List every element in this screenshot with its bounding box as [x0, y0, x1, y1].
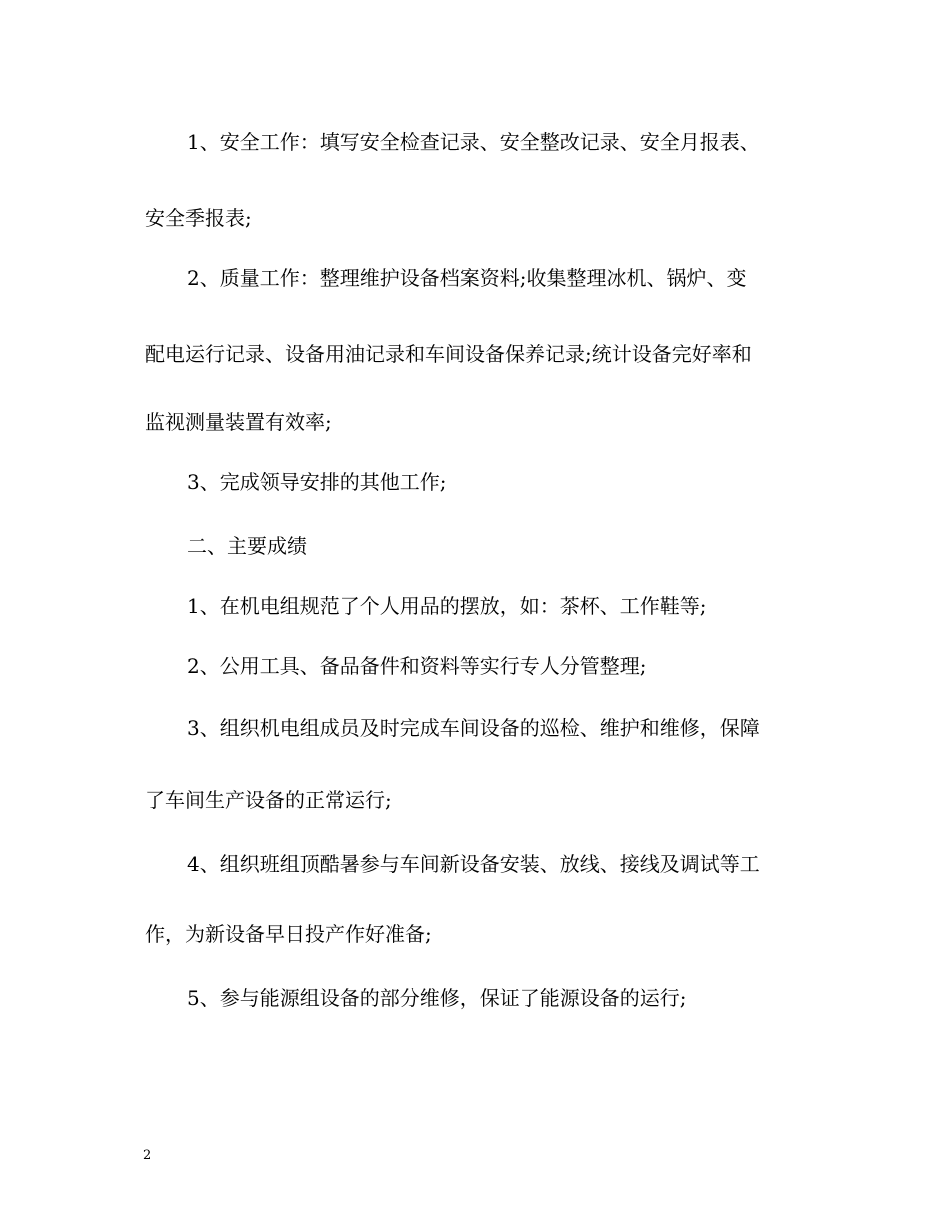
text-line: 4、组织班组顶酷暑参与车间新设备安装、放线、接线及调试等工 — [187, 852, 760, 876]
text-line: 2、公用工具、备品备件和资料等实行专人分管整理; — [187, 654, 647, 678]
text-line: 3、完成领导安排的其他工作; — [187, 470, 447, 494]
text-line: 作，为新设备早日投产作好准备; — [145, 922, 432, 946]
text-line: 2、质量工作：整理维护设备档案资料;收集整理冰机、锅炉、变 — [187, 266, 747, 290]
text-line: 监视测量装置有效率; — [145, 410, 332, 434]
text-line: 配电运行记录、设备用油记录和车间设备保养记录;统计设备完好率和 — [145, 342, 752, 366]
text-line: 安全季报表; — [145, 206, 252, 230]
text-line: 5、参与能源组设备的部分维修，保证了能源设备的运行; — [187, 986, 687, 1010]
text-line: 1、安全工作：填写安全检查记录、安全整改记录、安全月报表、 — [187, 130, 760, 154]
text-line: 了车间生产设备的正常运行; — [145, 788, 392, 812]
text-line: 3、组织机电组成员及时完成车间设备的巡检、维护和维修，保障 — [187, 716, 760, 740]
section-heading: 二、主要成绩 — [187, 534, 307, 558]
text-line: 1、在机电组规范了个人用品的摆放，如：茶杯、工作鞋等; — [187, 594, 707, 618]
page-number: 2 — [143, 1148, 152, 1163]
